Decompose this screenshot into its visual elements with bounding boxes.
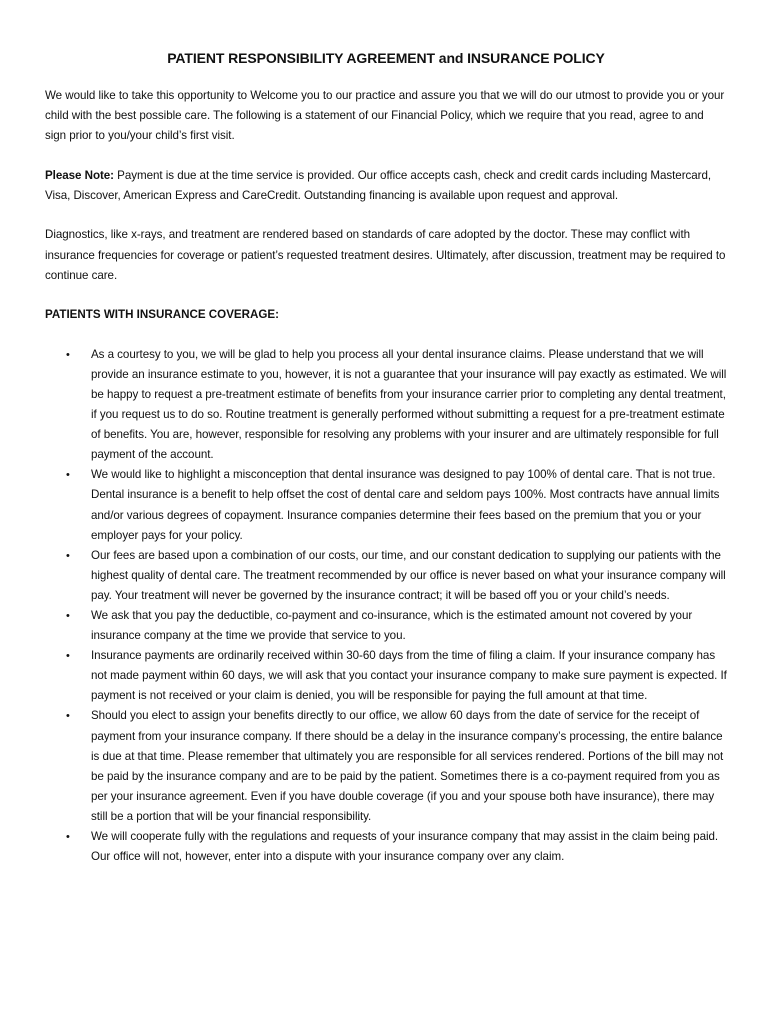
list-item [45,546,727,606]
payment-note-paragraph [45,166,727,206]
bullet-icon: • [66,650,70,663]
note-label: Please Note: [45,168,114,182]
document-page [45,48,727,867]
bullet-icon: • [66,549,70,562]
insurance-section-heading: PATIENTS WITH INSURANCE COVERAGE: [45,308,280,322]
insurance-bullet-list [45,345,727,867]
diagnostics-paragraph: Diagnostics, like x-rays, and treatment are rendered based on standards of care adopted by the doctor. These may conflict with insurance frequencies for coverage or patient’s requested treatment desires. Ultimately, after discussion, treatment may be required to continue care. [45,228,726,282]
bullet-icon: • [66,710,70,723]
bullet-text: Our fees are based upon a combination of our costs, our time, and our constant dedication to supplying our patients with the highest quality of dental care. The treatment recommended by our office is never based on what your insurance company will pay. Your treatment will never be governed by the insurance contract; it will be based off you or your child’s needs. [91,548,726,602]
bullet-icon: • [66,348,70,361]
bullet-text: We will cooperate fully with the regulations and requests of your insurance company that may assist in the claim being paid. Our office will not, however, enter into a dispute with your insurance company over any claim. [91,830,719,864]
bullet-text: Insurance payments are ordinarily received within 30-60 days from the time of filing a claim. If your insurance company has not made payment within 60 days, we will ask that you contact your insurance company to make sure payment is expected. If payment is not received or your claim is denied, you will be responsible for paying the full amount at that time. [91,649,727,703]
list-item [45,706,727,827]
list-item [45,345,727,466]
note-text: Payment is due at the time service is provided. Our office accepts cash, check and credit cards including Mastercard, Visa, Discover, American Express and CareCredit. Outstanding financing is available upon request and approval. [45,168,712,202]
list-item [45,606,727,646]
bullet-icon: • [66,831,70,843]
bullet-text: Should you elect to assign your benefits directly to our office, we allow 60 days from the date of service for the receipt of payment from your insurance company. If there should be a delay in the insurance company’s processing, the entire balance is due at that time. Please remember that ultimately you are responsible for all services rendered. Portions of the bill may not be paid by the insurance company and are to be paid by the patient. Sometimes there is a co-payment required from you as per your insurance agreement. Even if you have double coverage (if you and your spouse both have insurance), there may still be a portion that will be your financial responsibility. [91,709,724,823]
bullet-text: We would like to highlight a misconception that dental insurance was designed to pay 100% of dental care. That is not true. Dental insurance is a benefit to help offset the cost of dental care and seldom pays 100%. Most contracts have annual limits and/or various degrees of copayment. Insurance companies determine their fees based on the premium that you or your employer pays for your policy. [91,468,720,542]
list-item [45,827,727,867]
bullet-icon: • [66,609,70,622]
intro-paragraph: We would like to take this opportunity to Welcome you to our practice and assure you that we will do our utmost to provide you or your child with the best possible care. The following is a statement of our Financial Policy, which we require that you read, agree to and sign prior to you/your child’s first visit. [45,89,725,143]
bullet-icon: • [66,469,70,482]
bullet-text: As a courtesy to you, we will be glad to help you process all your dental insurance claims. Please understand that we will provide an insurance estimate to you, however, it is not a guarantee that your insurance will pay exactly as estimated. We will be happy to request a pre-treatment estimate of benefits from your insurance carrier prior to completing any dental treatment, if you request us to do so. Routine treatment is generally performed without submitting a request for a pre-treatment estimate of benefits. You are, however, responsible for resolving any problems with your insurer and are ultimately responsible for full payment of the account. [91,347,727,462]
list-item [45,646,727,706]
bullet-text: We ask that you pay the deductible, co-payment and co-insurance, which is the estimated amount not covered by your insurance company at the time we provide that service to you. [91,608,693,643]
list-item [45,465,727,545]
document-title: PATIENT RESPONSIBILITY AGREEMENT and INSURANCE POLICY [167,50,605,66]
